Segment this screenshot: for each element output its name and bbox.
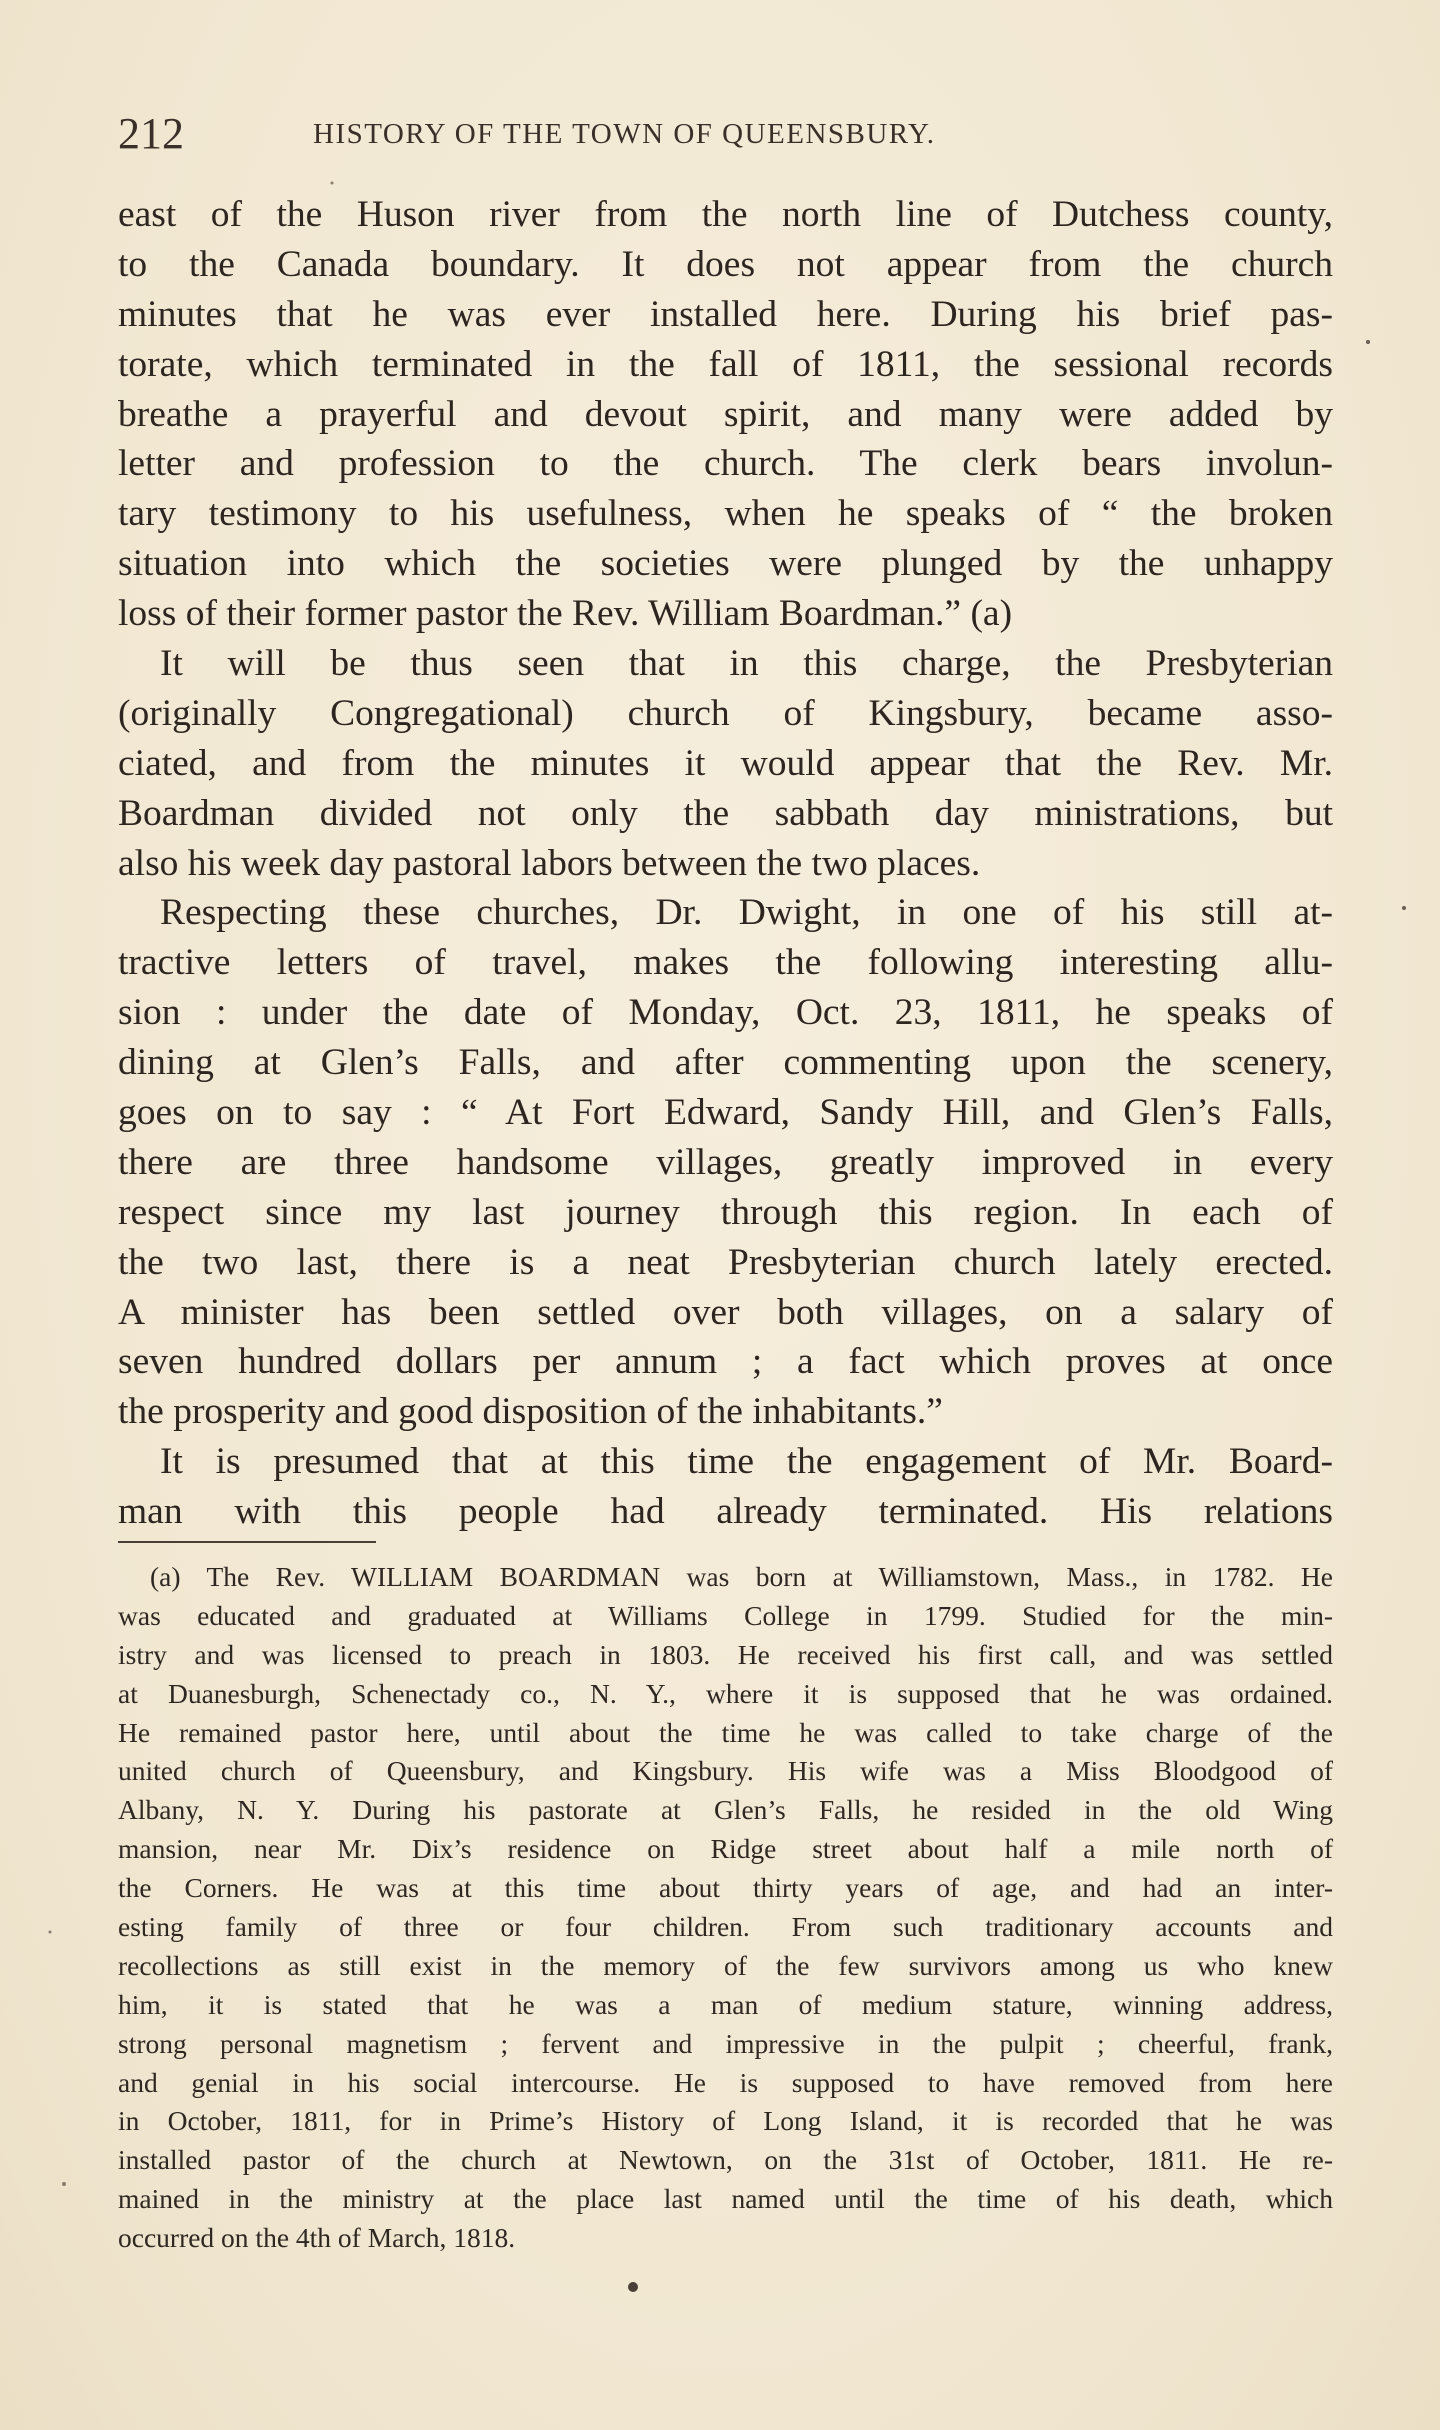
body-line: loss of their former pastor the Rev. William Boardman.” (a) — [118, 593, 1013, 635]
footnote-line: the Corners. He was at this time about thirty years of age, and had an inter- — [118, 1872, 1333, 1904]
body-line: situation into which the societies were plunged by the unhappy — [118, 543, 1333, 585]
page-number: 212 — [118, 109, 184, 158]
body-line: dining at Glen’s Falls, and after commenting upon the scenery, — [118, 1042, 1333, 1084]
footnote-line: esting family of three or four children. From such traditionary accounts and — [118, 1911, 1333, 1943]
body-line: the two last, there is a neat Presbyterian church lately erected. — [118, 1241, 1333, 1283]
footnote-line: mained in the ministry at the place last named until the time of his death, which — [118, 2183, 1333, 2215]
footnote-line: istry and was licensed to preach in 1803. He received his first call, and was settled — [118, 1638, 1333, 1670]
paragraph-start: It will be thus seen that in this charge, the Presbyterian — [160, 643, 1333, 685]
footnote-line: Albany, N. Y. During his pastorate at Glen’s Falls, he resided in the old Wing — [118, 1794, 1333, 1826]
paragraph-start: Respecting these churches, Dr. Dwight, in one of his still at- — [160, 892, 1333, 934]
footnote-line: in October, 1811, for in Prime’s History of Long Island, it is recorded that he was — [118, 2105, 1333, 2137]
body-line: sion : under the date of Monday, Oct. 23, 1811, he speaks of — [118, 992, 1333, 1034]
body-line: tary testimony to his usefulness, when he speaks of “ the broken — [118, 493, 1333, 535]
footnote-line: (a) The Rev. WILLIAM BOARDMAN was born at Williamstown, Mass., in 1782. He — [150, 1561, 1333, 1592]
body-line: also his week day pastoral labors between the two places. — [118, 842, 981, 884]
body-line: respect since my last journey through this region. In each of — [118, 1191, 1333, 1233]
paper-speck — [1402, 906, 1406, 910]
body-line: (originally Congregational) church of Kingsbury, became asso- — [118, 692, 1333, 734]
paper-speck — [1366, 340, 1370, 344]
body-line: the prosperity and good disposition of the inhabitants.” — [118, 1391, 943, 1433]
body-line: Boardman divided not only the sabbath day ministrations, but — [118, 792, 1333, 834]
body-line: breathe a prayerful and devout spirit, and many were added by — [118, 393, 1333, 435]
footnote-line: strong personal magnetism ; fervent and impressive in the pulpit ; cheerful, frank, — [118, 2027, 1333, 2059]
footnote-line: and genial in his social intercourse. He is supposed to have removed from here — [118, 2066, 1333, 2098]
footnote-line: was educated and graduated at Williams College in 1799. Studied for the min- — [118, 1599, 1333, 1631]
body-line: to the Canada boundary. It does not appear from the church — [118, 243, 1333, 285]
body-line: torate, which terminated in the fall of 1811, the sessional records — [118, 343, 1333, 385]
running-head: HISTORY OF THE TOWN OF QUEENSBURY. — [313, 118, 936, 150]
paper-speck — [628, 2282, 638, 2292]
body-line: east of the Huson river from the north line of Dutchess county, — [118, 194, 1333, 235]
body-line: ciated, and from the minutes it would appear that the Rev. Mr. — [118, 742, 1333, 784]
body-line: A minister has been settled over both villages, on a salary of — [118, 1291, 1333, 1333]
body-line: seven hundred dollars per annum ; a fact which proves at once — [118, 1341, 1333, 1383]
body-line: letter and profession to the church. The clerk bears involun- — [118, 443, 1333, 485]
body-line: goes on to say : “ At Fort Edward, Sandy Hill, and Glen’s Falls, — [118, 1092, 1333, 1134]
paper-speck — [331, 182, 334, 185]
body-line: man with this people had already terminated. His relations — [118, 1491, 1333, 1533]
footnote-line: mansion, near Mr. Dix’s residence on Ridge street about half a mile north of — [118, 1833, 1333, 1865]
footnote-line: He remained pastor here, until about the time he was called to take charge of the — [118, 1716, 1333, 1748]
body-line: tractive letters of travel, makes the following interesting allu- — [118, 942, 1333, 984]
footnote-line: him, it is stated that he was a man of medium stature, winning address, — [118, 1988, 1333, 2020]
footnote-line: recollections as still exist in the memory of the few survivors among us who knew — [118, 1949, 1333, 1981]
footnote-line: installed pastor of the church at Newtown, on the 31st of October, 1811. He re- — [118, 2144, 1333, 2176]
body-line: there are three handsome villages, greatly improved in every — [118, 1141, 1333, 1183]
paragraph-start: It is presumed that at this time the engagement of Mr. Board- — [160, 1441, 1333, 1483]
footnote-line: united church of Queensbury, and Kingsbury. His wife was a Miss Bloodgood of — [118, 1755, 1333, 1787]
paper-speck — [49, 1931, 52, 1934]
footnote-line: occurred on the 4th of March, 1818. — [118, 2222, 516, 2254]
footnote-line: at Duanesburgh, Schenectady co., N. Y., where it is supposed that he was ordained. — [118, 1677, 1333, 1709]
body-line: minutes that he was ever installed here. During his brief pas- — [118, 293, 1333, 335]
paper-speck — [62, 2182, 66, 2186]
